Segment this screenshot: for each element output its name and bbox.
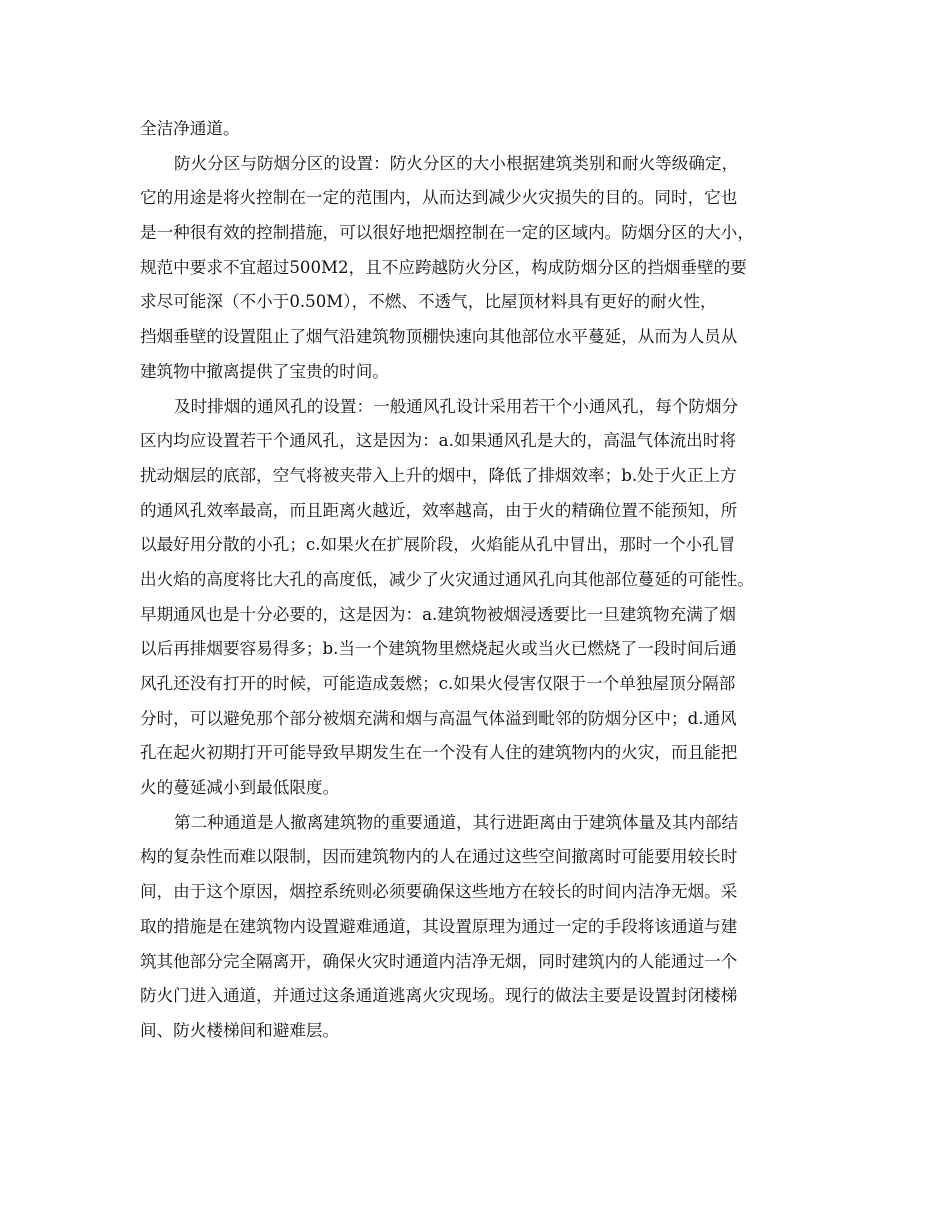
text-line: 构的复杂性而难以限制，因而建筑物内的人在通过这些空间撤离时可能要用较长时 <box>140 847 738 867</box>
text-line: 的通风孔效率最高，而且距离火越近，效率越高，由于火的精确位置不能预知，所 <box>140 500 738 520</box>
text-line: 以最好用分散的小孔；c.如果火在扩展阶段，火焰能从孔中冒出，那时一个小孔冒 <box>140 535 736 555</box>
text-line: 它的用途是将火控制在一定的范围内，从而达到减少火灾损失的目的。同时，它也 <box>140 188 738 208</box>
text-line: 第二种通道是人撤离建筑物的重要通道，其行进距离由于建筑体量及其内部结 <box>174 812 739 832</box>
document-body <box>140 112 820 1049</box>
text-line: 取的措施是在建筑物内设置避难通道，其设置原理为通过一定的手段将该通道与建 <box>140 916 738 936</box>
text-line: 筑其他部分完全隔离开，确保火灾时通道内洁净无烟，同时建筑内的人能通过一个 <box>140 951 738 971</box>
text-line: 规范中要求不宜超过500M2，且不应跨越防火分区，构成防烟分区的挡烟垂壁的要 <box>140 257 747 277</box>
text-line: 全洁净通道。 <box>140 119 240 138</box>
text-line: 分时，可以避免那个部分被烟充满和烟与高温气体溢到毗邻的防烟分区中；d.通风 <box>140 708 737 728</box>
text-line: 防火分区与防烟分区的设置：防火分区的大小根据建筑类别和耐火等级确定， <box>174 153 739 173</box>
text-line: 出火焰的高度将比大孔的高度低，减少了火灾通过通风孔向其他部位蔓延的可能性。 <box>140 569 754 589</box>
text-line: 是一种很有效的控制措施，可以很好地把烟控制在一定的区域内。防烟分区的大小， <box>140 223 754 243</box>
text-line: 挡烟垂壁的设置阻止了烟气沿建筑物顶棚快速向其他部位水平蔓延，从而为人员从 <box>140 327 738 347</box>
text-line: 扰动烟层的底部，空气将被夹带入上升的烟中，降低了排烟效率；b.处于火正上方 <box>140 465 737 485</box>
text-line: 防火门进入通道，并通过这条通道逃离火灾现场。现行的做法主要是设置封闭楼梯 <box>140 986 738 1006</box>
text-line: 间、防火楼梯间和避难层。 <box>140 1020 340 1040</box>
text-line: 风孔还没有打开的时候，可能造成轰燃；c.如果火侵害仅限于一个单独屋顶分隔部 <box>140 674 736 693</box>
text-line: 孔在起火初期打开可能导致早期发生在一个没有人住的建筑物内的火灾，而且能把 <box>140 743 738 763</box>
text-line: 及时排烟的通风孔的设置：一般通风孔设计采用若干个小通风孔，每个防烟分 <box>174 396 739 416</box>
text-line: 区内均应设置若干个通风孔，这是因为：a.如果通风孔是大的，高温气体流出时将 <box>140 431 736 451</box>
text-line: 建筑物中撤离提供了宝贵的时间。 <box>140 361 389 381</box>
text-line: 火的蔓延减小到最低限度。 <box>140 778 340 798</box>
text-line: 早期通风也是十分必要的，这是因为：a.建筑物被烟浸透要比一旦建筑物充满了烟 <box>140 604 736 624</box>
text-line: 间，由于这个原因，烟控系统则必须要确保这些地方在较长的时间内洁净无烟。采 <box>140 882 738 902</box>
text-line: 以后再排烟要容易得多；b.当一个建筑物里燃烧起火或当火已燃烧了一段时间后通 <box>140 639 737 659</box>
text-line: 求尽可能深（不小于0.50M），不燃、不透气，比屋顶材料具有更好的耐火性， <box>140 292 717 312</box>
